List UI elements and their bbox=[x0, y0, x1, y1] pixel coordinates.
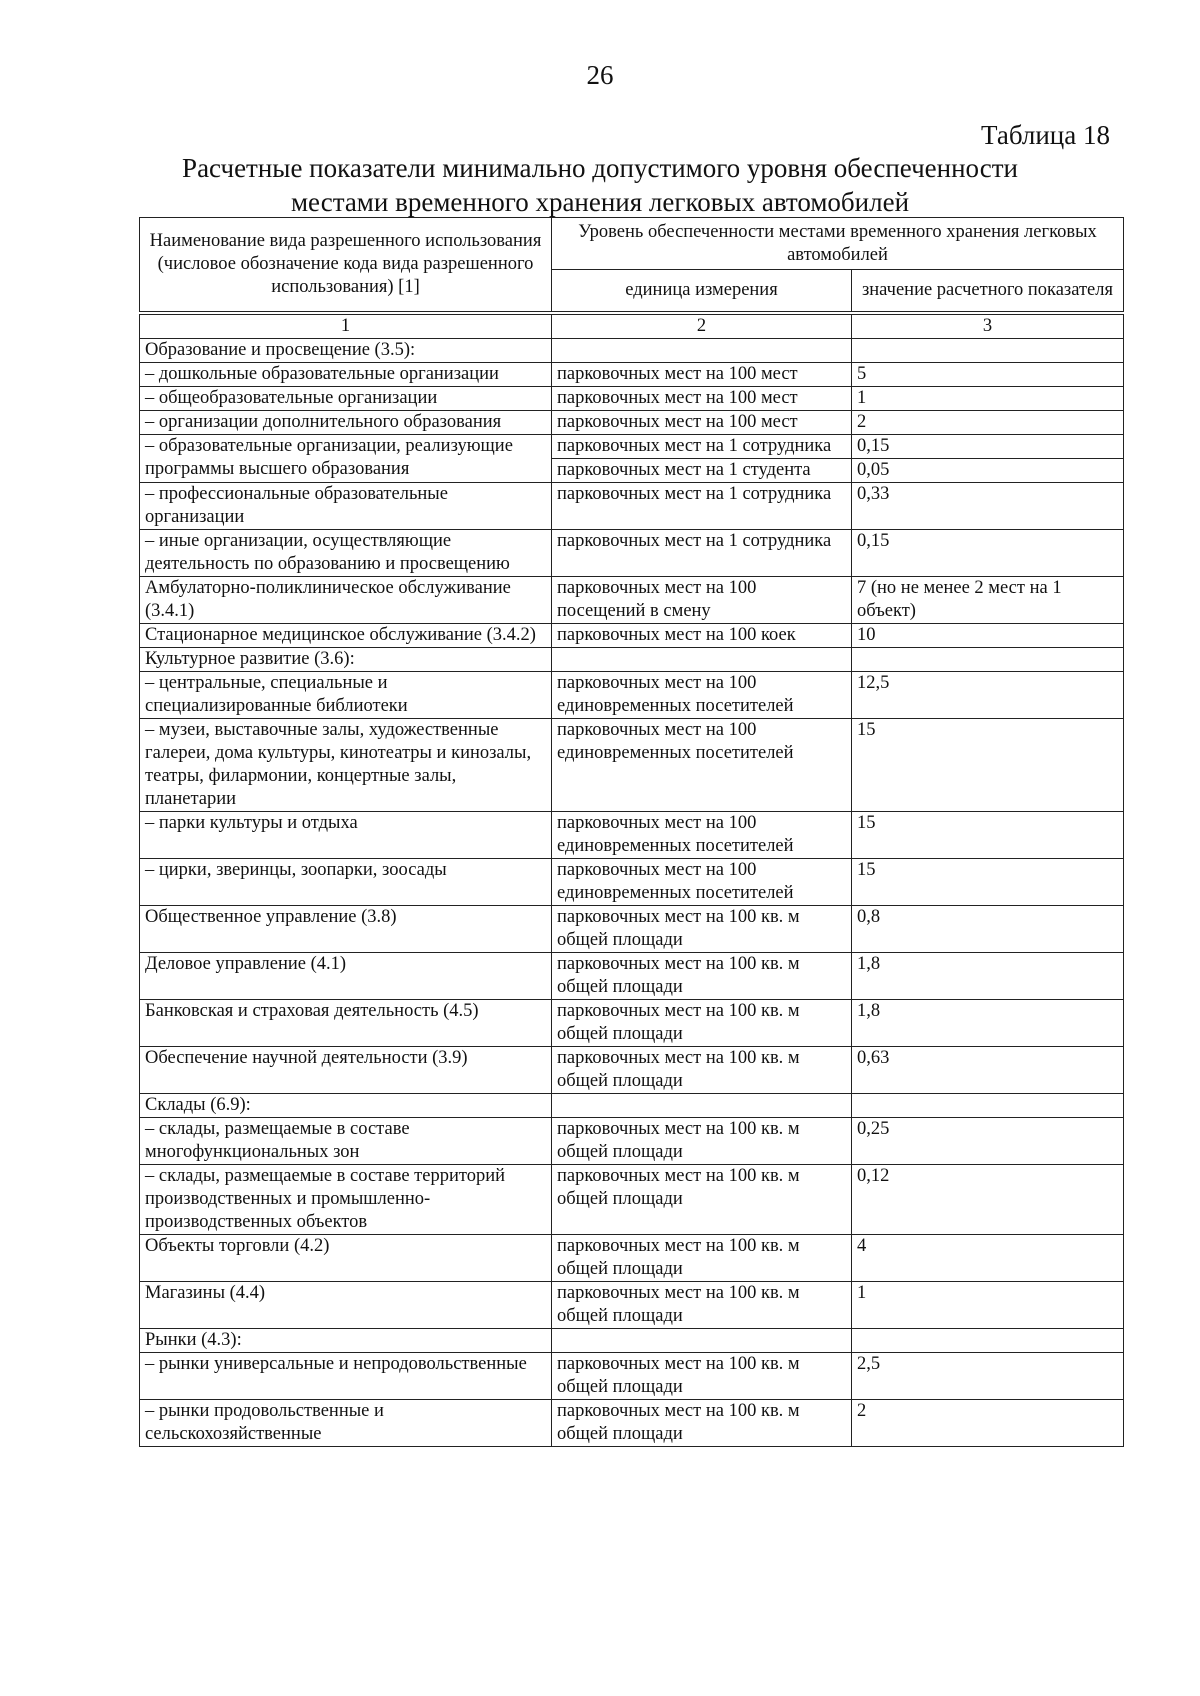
row-value: 2 bbox=[852, 1400, 1124, 1447]
row-name: Общественное управление (3.8) bbox=[140, 906, 552, 953]
table-row bbox=[140, 1118, 1124, 1165]
row-name: – цирки, зверинцы, зоопарки, зоосады bbox=[140, 859, 552, 906]
table-row bbox=[140, 648, 1124, 672]
row-name: – рынки продовольственные и сельскохозяйственные bbox=[140, 1400, 552, 1447]
row-value: 2,5 bbox=[852, 1353, 1124, 1400]
row-value: 15 bbox=[852, 859, 1124, 906]
row-name: Объекты торговли (4.2) bbox=[140, 1235, 552, 1282]
row-name: – иные организации, осуществляющие деятельность по образованию и просвещению bbox=[140, 530, 552, 577]
row-name: – склады, размещаемые в составе территорий производственных и промышленно-производственных объектов bbox=[140, 1165, 552, 1235]
column-numbers-row bbox=[140, 315, 1124, 339]
row-unit: парковочных мест на 100 кв. м общей площади bbox=[552, 1165, 852, 1235]
row-unit: парковочных мест на 100 кв. м общей площади bbox=[552, 1353, 852, 1400]
table-title-line-2: местами временного хранения легковых автомобилей bbox=[290, 187, 910, 217]
row-unit bbox=[552, 1094, 852, 1118]
row-name: – склады, размещаемые в составе многофункциональных зон bbox=[140, 1118, 552, 1165]
row-name: – общеобразовательные организации bbox=[140, 387, 552, 411]
row-unit: парковочных мест на 100 кв. м общей площади bbox=[552, 1118, 852, 1165]
row-unit: парковочных мест на 100 кв. м общей площади bbox=[552, 906, 852, 953]
row-unit bbox=[552, 1329, 852, 1353]
row-name: Склады (6.9): bbox=[140, 1094, 552, 1118]
table-row bbox=[140, 812, 1124, 859]
table-row bbox=[140, 1353, 1124, 1400]
row-value: 0,05 bbox=[852, 459, 1124, 483]
row-value: 0,25 bbox=[852, 1118, 1124, 1165]
row-name: – образовательные организации, реализующие программы высшего образования bbox=[140, 435, 552, 483]
row-value: 1,8 bbox=[852, 1000, 1124, 1047]
row-value: 4 bbox=[852, 1235, 1124, 1282]
row-name: Культурное развитие (3.6): bbox=[140, 648, 552, 672]
row-unit: парковочных мест на 100 коек bbox=[552, 624, 852, 648]
row-unit: парковочных мест на 100 кв. м общей площади bbox=[552, 953, 852, 1000]
table-row bbox=[140, 672, 1124, 719]
row-unit: парковочных мест на 100 кв. м общей площади bbox=[552, 1400, 852, 1447]
row-value bbox=[852, 339, 1124, 363]
header-col-value: значение расчетного показателя bbox=[852, 270, 1124, 312]
row-name: – центральные, специальные и специализированные библиотеки bbox=[140, 672, 552, 719]
table-row bbox=[140, 1094, 1124, 1118]
table-row bbox=[140, 1047, 1124, 1094]
row-value: 0,12 bbox=[852, 1165, 1124, 1235]
table-row bbox=[140, 1000, 1124, 1047]
row-name: Магазины (4.4) bbox=[140, 1282, 552, 1329]
row-value: 0,8 bbox=[852, 906, 1124, 953]
row-unit bbox=[552, 648, 852, 672]
row-name: – рынки универсальные и непродовольственные bbox=[140, 1353, 552, 1400]
row-unit: парковочных мест на 1 сотрудника bbox=[552, 483, 852, 530]
row-value: 15 bbox=[852, 719, 1124, 812]
table-row bbox=[140, 339, 1124, 363]
row-name: – организации дополнительного образования bbox=[140, 411, 552, 435]
table-row bbox=[140, 1235, 1124, 1282]
row-unit: парковочных мест на 100 кв. м общей площади bbox=[552, 1000, 852, 1047]
row-name: Рынки (4.3): bbox=[140, 1329, 552, 1353]
row-unit: парковочных мест на 1 сотрудника bbox=[552, 435, 852, 459]
table-row bbox=[140, 906, 1124, 953]
row-unit: парковочных мест на 100 посещений в смену bbox=[552, 577, 852, 624]
table-row bbox=[140, 624, 1124, 648]
row-value bbox=[852, 1094, 1124, 1118]
column-number: 1 bbox=[140, 315, 552, 339]
row-unit: парковочных мест на 100 единовременных посетителей bbox=[552, 672, 852, 719]
table-row bbox=[140, 1165, 1124, 1235]
row-unit: парковочных мест на 100 кв. м общей площади bbox=[552, 1047, 852, 1094]
row-value: 12,5 bbox=[852, 672, 1124, 719]
row-unit: парковочных мест на 100 единовременных посетителей bbox=[552, 859, 852, 906]
table-header bbox=[139, 217, 1124, 312]
table-row bbox=[140, 1400, 1124, 1447]
row-value: 1,8 bbox=[852, 953, 1124, 1000]
data-table-body bbox=[140, 315, 1124, 1447]
row-value: 0,63 bbox=[852, 1047, 1124, 1094]
row-unit: парковочных мест на 1 сотрудника bbox=[552, 530, 852, 577]
row-name: Обеспечение научной деятельности (3.9) bbox=[140, 1047, 552, 1094]
column-number: 3 bbox=[852, 315, 1124, 339]
table-row bbox=[140, 435, 1124, 459]
row-value: 1 bbox=[852, 387, 1124, 411]
row-unit: парковочных мест на 100 мест bbox=[552, 411, 852, 435]
table-title bbox=[130, 151, 1070, 219]
header-col-name: Наименование вида разрешенного использования (числовое обозначение кода вида разрешенного использования) [1] bbox=[140, 218, 552, 312]
row-value: 0,15 bbox=[852, 530, 1124, 577]
table-row bbox=[140, 363, 1124, 387]
row-value: 1 bbox=[852, 1282, 1124, 1329]
row-value bbox=[852, 1329, 1124, 1353]
table-row bbox=[140, 483, 1124, 530]
table-row bbox=[140, 387, 1124, 411]
row-value: 2 bbox=[852, 411, 1124, 435]
row-unit: парковочных мест на 100 мест bbox=[552, 363, 852, 387]
row-value: 10 bbox=[852, 624, 1124, 648]
row-unit: парковочных мест на 100 единовременных посетителей bbox=[552, 812, 852, 859]
table-row bbox=[140, 719, 1124, 812]
row-name: Банковская и страховая деятельность (4.5) bbox=[140, 1000, 552, 1047]
row-name: Стационарное медицинское обслуживание (3.4.2) bbox=[140, 624, 552, 648]
row-name: – парки культуры и отдыха bbox=[140, 812, 552, 859]
header-group-provision-level: Уровень обеспеченности местами временного хранения легковых автомобилей bbox=[552, 218, 1124, 270]
table-row bbox=[140, 1329, 1124, 1353]
data-table bbox=[139, 314, 1124, 1447]
row-unit: парковочных мест на 100 мест bbox=[552, 387, 852, 411]
row-name: Амбулаторно-поликлиническое обслуживание (3.4.1) bbox=[140, 577, 552, 624]
row-value: 7 (но не менее 2 мест на 1 объект) bbox=[852, 577, 1124, 624]
row-name: – музеи, выставочные залы, художественные галереи, дома культуры, кинотеатры и кинозалы, театры, филармонии, концертные залы, планетарии bbox=[140, 719, 552, 812]
table-row bbox=[140, 1282, 1124, 1329]
row-name: – дошкольные образовательные организации bbox=[140, 363, 552, 387]
table-row bbox=[140, 530, 1124, 577]
table-row bbox=[140, 953, 1124, 1000]
row-name: Образование и просвещение (3.5): bbox=[140, 339, 552, 363]
row-value bbox=[852, 648, 1124, 672]
row-unit: парковочных мест на 100 кв. м общей площади bbox=[552, 1282, 852, 1329]
table-title-line-1: Расчетные показатели минимально допустимого уровня обеспеченности bbox=[182, 153, 1018, 183]
row-value: 5 bbox=[852, 363, 1124, 387]
row-name: – профессиональные образовательные организации bbox=[140, 483, 552, 530]
row-unit: парковочных мест на 1 студента bbox=[552, 459, 852, 483]
table-label: Таблица 18 bbox=[981, 120, 1110, 150]
row-unit: парковочных мест на 100 кв. м общей площади bbox=[552, 1235, 852, 1282]
row-value: 15 bbox=[852, 812, 1124, 859]
table-row bbox=[140, 577, 1124, 624]
row-unit bbox=[552, 339, 852, 363]
page-number: 26 bbox=[586, 60, 614, 90]
header-col-unit: единица измерения bbox=[552, 270, 852, 312]
row-name: Деловое управление (4.1) bbox=[140, 953, 552, 1000]
row-unit: парковочных мест на 100 единовременных посетителей bbox=[552, 719, 852, 812]
table-row bbox=[140, 859, 1124, 906]
row-value: 0,15 bbox=[852, 435, 1124, 459]
column-number: 2 bbox=[552, 315, 852, 339]
row-value: 0,33 bbox=[852, 483, 1124, 530]
table-row bbox=[140, 411, 1124, 435]
